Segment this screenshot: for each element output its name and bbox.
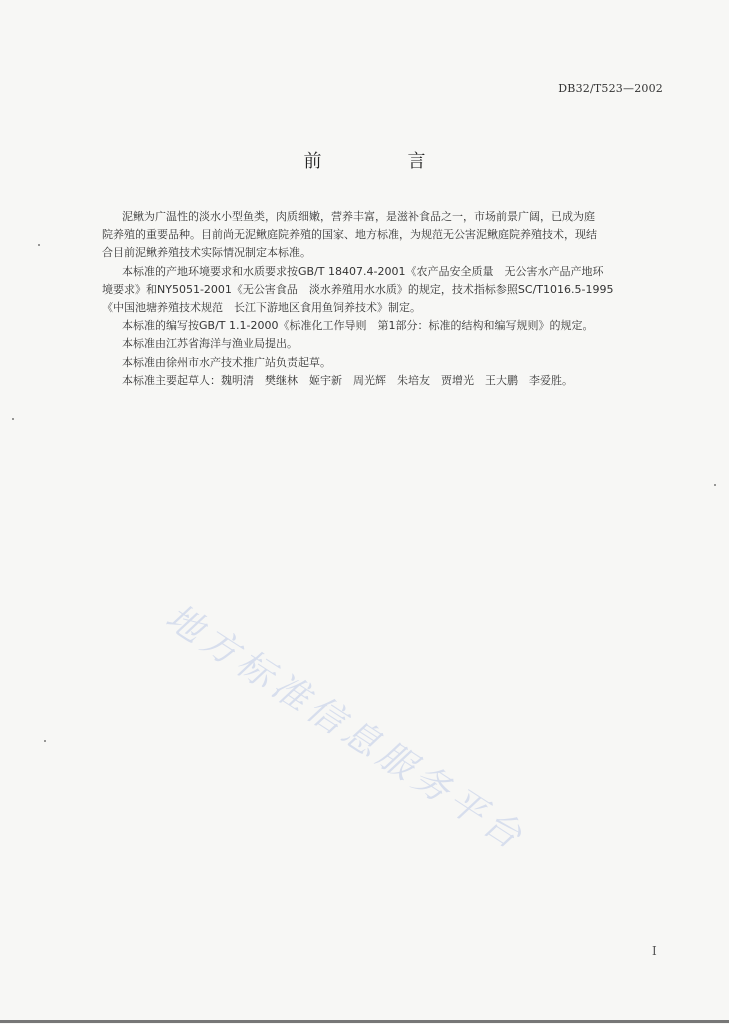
paragraph xyxy=(102,263,667,318)
scan-speck xyxy=(714,484,716,486)
text-line: 《中国池塘养殖技术规范 长江下游地区食用鱼饲养技术》制定。 xyxy=(102,301,421,315)
text-line: 境要求》和NY5051-2001《无公害食品 淡水养殖用水水质》的规定，技术指标参照SC/T1016.5-1995 xyxy=(102,282,614,296)
foreword-body xyxy=(102,208,667,390)
text-line: 本标准由徐州市水产技术推广站负责起草。 xyxy=(122,355,331,369)
paragraph xyxy=(122,372,667,390)
paragraph xyxy=(122,354,667,372)
paragraph xyxy=(122,335,667,353)
text-line: 院养殖的重要品种。目前尚无泥鳅庭院养殖的国家、地方标准，为规范无公害泥鳅庭院养殖技术，现结 xyxy=(102,228,597,242)
document-code: DB32/T523—2002 xyxy=(558,82,663,95)
scan-speck xyxy=(38,244,40,246)
text-line: 本标准主要起草人：魏明清 樊继林 姬宇新 周光辉 朱培友 贾增光 王大鹏 李爱胜。 xyxy=(122,373,573,387)
bottom-border xyxy=(0,1020,729,1023)
paragraph xyxy=(102,208,667,263)
text-line: 本标准由江苏省海洋与渔业局提出。 xyxy=(122,337,298,351)
text-line: 本标准的编写按GB/T 1.1-2000《标准化工作导则 第1部分：标准的结构和编写规则》的规定。 xyxy=(122,319,594,333)
text-line: 泥鳅为广温性的淡水小型鱼类，肉质细嫩，营养丰富，是滋补食品之一，市场前景广阔，已成为庭 xyxy=(122,210,595,223)
page-number: I xyxy=(652,944,657,958)
watermark: 地方标准信息服务平台 xyxy=(158,596,533,860)
scan-speck xyxy=(12,418,14,420)
text-line: 本标准的产地环境要求和水质要求按GB/T 18407.4-2001《农产品安全质量 无公害水产品产地环 xyxy=(122,264,604,278)
text-line: 合目前泥鳅养殖技术实际情况制定本标准。 xyxy=(102,246,311,260)
page-title: 前 言 xyxy=(303,151,460,172)
paragraph xyxy=(122,317,667,335)
scan-speck xyxy=(44,740,46,742)
